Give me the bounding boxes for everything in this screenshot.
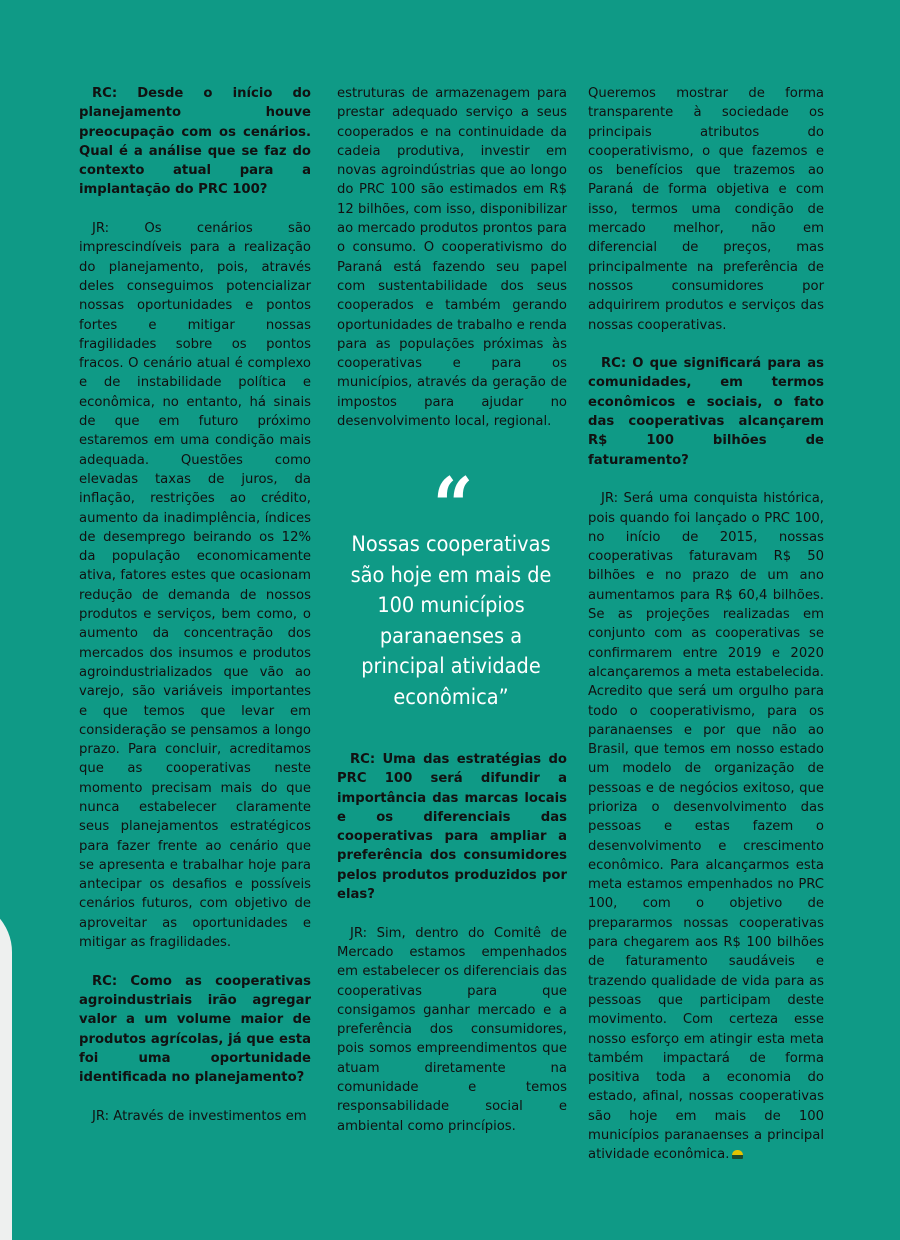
question-3: RC: Uma das estratégias do PRC 100 será difundir a importância das marcas locais e os diferenciais das cooperativas para ampliar a preferência dos consumidores pelos produtos produzidos por elas? <box>337 752 567 903</box>
answer-4 <box>588 489 824 1164</box>
photo-edge-decoration <box>0 900 12 1240</box>
question-4: RC: O que significará para as comunidades, em termos econômicos e sociais, o fato das cooperativas alcançarem R$ 100 bilhões de faturamento? <box>588 356 824 468</box>
answer-1: JR: Os cenários são imprescindíveis para a realização do planejamento, pois, através deles conseguimos potencializar nossas oportunidades e pontos fortes e mitigar nossas fragilidades sobre os pontos fracos. O cenário atual é complexo e de instabilidade política e econômica, no entanto, há sinais de que em futuro próximo estaremos em uma condição mais adequada. Questões como elevadas taxas de juros, da inflação, restrições ao crédito, aumento da inadimplência, índices de desemprego beirando os 12% da população economicamente ativa, fatores estes que ocasionam redução de demanda de nossos produtos e serviços, bem como, o aumento da concentração dos mercados dos insumos e produtos agroindustrializados que vão ao varejo, são variáveis importantes e que temos que levar em consideração se pensamos a longo prazo. Para concluir, acreditamos que as cooperativas neste momento precisam mais do que nunca estabelecer claramente seus planejamentos estratégicos para fazer frente ao cenário que se apresenta e trabalhar hoje para antecipar os desafios e possíveis cenários futuros, com objetivo de aproveitar as oportunidades e mitigar as fragilidades. <box>79 221 311 951</box>
question-2: RC: Como as cooperativas agroindustriais irão agregar valor a um volume maior de produtos agrícolas, já que esta foi uma oportunidade identificada no planejamento? <box>79 973 311 1086</box>
answer-4-text: JR: Será uma conquista histórica, pois quando foi lançado o PRC 100, no início de 2015, nossas cooperativas faturavam R$ 50 bilhões e no prazo de um ano aumentamos para R$ 60,4 bilhões. Se as projeções realizadas em conjunto com as cooperativas se confirmarem entre 2019 e 2020 alcançaremos a meta estabelecida. Acredito que será um orgulho para todo o cooperativismo, para os paranaenses e por que não ao Brasil, que temos em nosso estado um modelo de organização de pessoas e de negócios exitoso, que prioriza o desenvolvimento das pessoas e estas fazem o desenvolvimento e crescimento econômico. Para alcançarmos esta meta estamos empenhados no PRC 100, com o objetivo de prepararmos nossas cooperativas para chegarem aos R$ 100 bilhões de faturamento saudáveis e trazendo qualidade de vida para as pessoas que participam deste movimento. Com certeza esse nosso esforço em atingir esta meta também impactará de forma positiva toda a economia do estado, afinal, nossas cooperativas são hoje em mais de 100 municípios paranaenses a principal atividade econômica. <box>588 491 824 1163</box>
column-1 <box>79 84 311 1145</box>
quote-mark-icon: “ <box>432 461 470 552</box>
question-1: RC: Desde o início do planejamento houve preocupação com os cenários. Qual é a análise que se faz do contexto atual para a implantação do PRC 100? <box>79 86 311 198</box>
column-2 <box>337 84 567 451</box>
end-mark-icon <box>732 1150 743 1159</box>
column-3 <box>588 84 824 1184</box>
answer-2-continued: estruturas de armazenagem para prestar adequado serviço a seus cooperados e na continuidade da cadeia produtiva, investir em novas agroindústrias que ao longo do PRC 100 são estimados em R$ 12 bilhões, com isso, disponibilizar ao mercado produtos prontos para o consumo. O cooperativismo do Paraná está fazendo seu papel com sustentabilidade dos seus cooperados e também gerando oportunidades de trabalho e renda para as populações próximas às cooperativas e para os municípios, através da geração de impostos para ajudar no desenvolvimento local, regional. <box>337 86 567 430</box>
pull-quote <box>340 461 562 713</box>
answer-3: JR: Sim, dentro do Comitê de Mercado estamos empenhados em estabelecer os diferenciais das cooperativas para que consigamos ganhar mercado e a preferência dos consumidores, pois somos empreendimentos que atuam diretamente na comunidade e temos responsabilidade social e ambiental como princípios. <box>337 925 567 1134</box>
column-2-lower <box>337 750 567 1155</box>
answer-3-continued: Queremos mostrar de forma transparente à sociedade os principais atributos do cooperativismo, o que fazemos e os benefícios que trazemos ao Paraná de forma objetiva e com isso, termos uma condição de mercado melhor, não em diferencial de preços, mas principalmente na preferência de nossos consumidores por adquirirem produtos e serviços das nossas cooperativas. <box>588 86 824 333</box>
pull-quote-text: Nossas cooperativas são hoje em mais de 100 municípios paranaenses a principal atividade econômica” <box>350 532 552 710</box>
answer-2-start: JR: Através de investimentos em <box>92 1108 307 1124</box>
